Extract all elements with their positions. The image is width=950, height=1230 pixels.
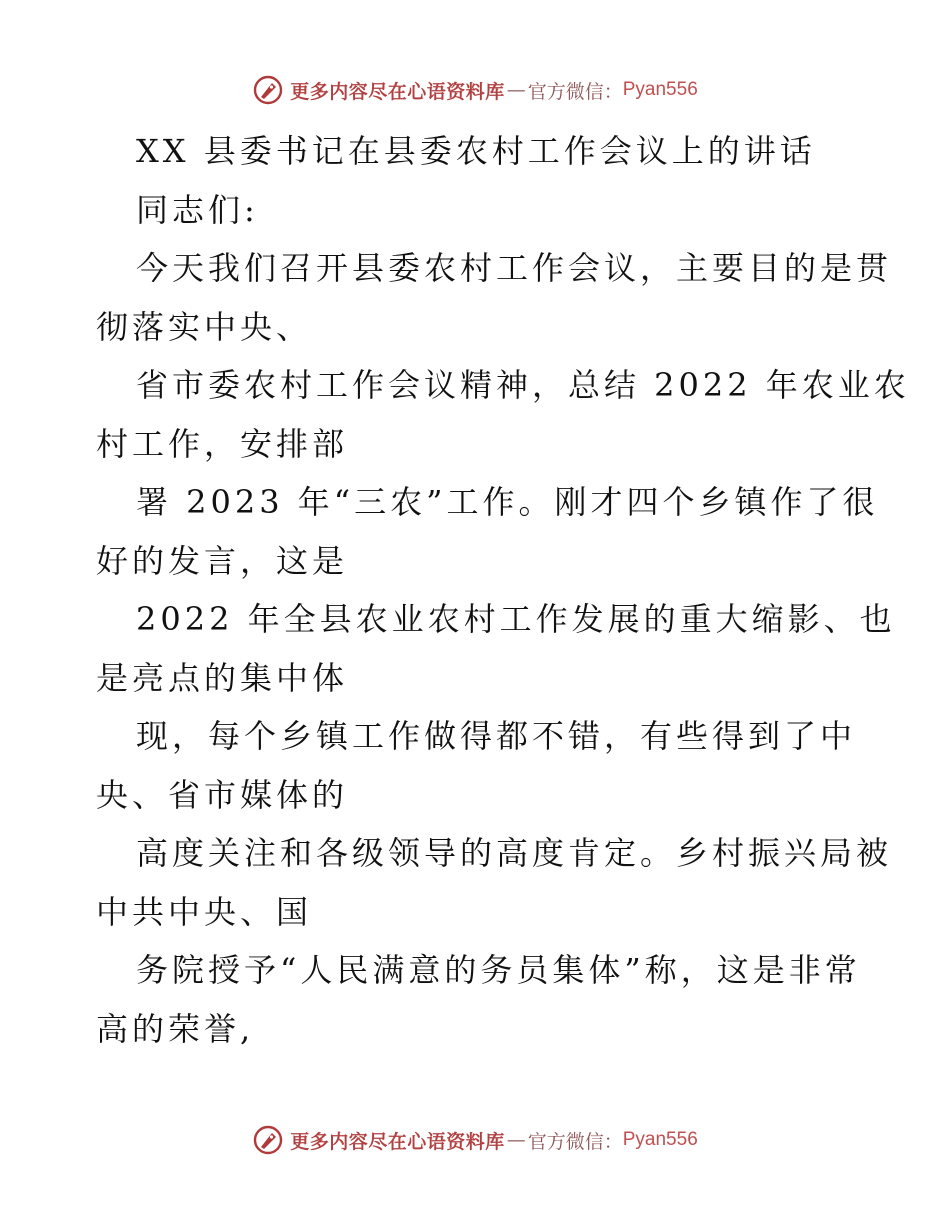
watermark-id: Pyan556 (622, 79, 698, 100)
text-line: 署 2023 年“三农”工作。刚才四个乡镇作了很 (136, 483, 879, 521)
watermark-dash: — (506, 1129, 526, 1151)
text-line: 是亮点的集中体 (96, 658, 349, 697)
watermark-dash: — (506, 79, 526, 101)
text-line: 高度关注和各级领导的高度肯定。乡村振兴局被 (136, 834, 893, 872)
text-line: 现，每个乡镇工作做得都不错，有些得到了中 (136, 717, 857, 755)
text-line: 好的发言，这是 (96, 541, 349, 580)
pen-nib-logo-icon (252, 1124, 284, 1156)
text-line: 彻落实中央、 (96, 307, 313, 346)
text-line: 务院授予“人民满意的务员集体”称，这是非常 (136, 951, 861, 989)
text-line: 今天我们召开县委农村工作会议，主要目的是贯 (136, 249, 893, 287)
watermark-label: 官方微信： (527, 80, 623, 103)
watermark-id: Pyan556 (622, 1129, 698, 1150)
text-line: 高的荣誉, (96, 1009, 255, 1048)
watermark-text: 更多内容尽在心语资料库 (290, 1130, 505, 1153)
footer-watermark (0, 1120, 950, 1160)
text-line: 2022 年全县农业农村工作发展的重大缩影、也 (136, 600, 896, 638)
text-line: 省市委农村工作会议精神，总结 2022 年农业农 (136, 366, 910, 404)
header-watermark (0, 70, 950, 110)
document-title: XX 县委书记在县委农村工作会议上的讲话 (136, 132, 816, 170)
text-line: 央、省市媒体的 (96, 775, 349, 814)
text-line: 村工作，安排部 (96, 424, 349, 463)
pen-nib-logo-icon (252, 74, 284, 106)
watermark-label: 官方微信： (527, 1130, 623, 1153)
text-line: 中共中央、国 (96, 892, 313, 931)
salutation: 同志们: (136, 190, 259, 229)
watermark-text: 更多内容尽在心语资料库 (290, 80, 505, 103)
document-body (96, 122, 910, 1058)
